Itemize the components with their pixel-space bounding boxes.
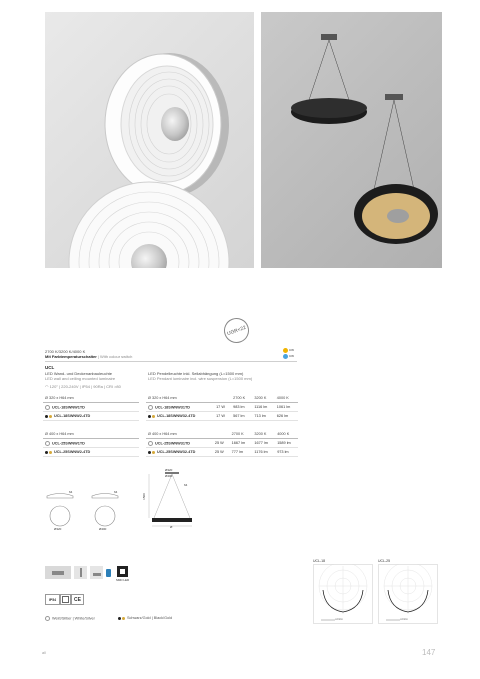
small-left-diameter: Ø320: [54, 527, 62, 531]
light-distribution-ucl25: [378, 559, 438, 625]
table-size: Ø 400 x H64 mm: [146, 430, 213, 439]
table-row: UCL-25SWNW1TD: [43, 439, 139, 448]
small-right-height: 64: [114, 490, 118, 494]
right-product-desc-en: LED Pendant luminaire incl. wire suspension (L=1500 mm): [148, 376, 253, 381]
black-dot: [45, 415, 48, 418]
table-row: UCL-18SWNW2-4TD: [43, 412, 139, 421]
right-product-desc-de: LED Pendelleuchte inkl. Seilabhängung (L=1500 mm): [148, 371, 244, 376]
black-dot: [118, 617, 121, 620]
colour-switch-note: Mit Farbtemperaturschalter | With colour switch: [45, 354, 133, 359]
gold-dot: [49, 415, 52, 418]
table-row: UCL-25SWNW32-4TD 25 W 777 lm 1176 lm 973 lm: [146, 448, 298, 457]
light-distribution-ucl18: [313, 559, 373, 625]
ceiling-mount-icon: [45, 566, 71, 579]
table-row: UCL-18SWNW32-4TD 17 W 567 lm 713 lm 626 lm: [146, 412, 298, 421]
white-silver-dot: [45, 441, 50, 446]
table-row: UCL-25SWNW31TD 25 W 1667 lm 1677 lm 1589 lm: [146, 439, 298, 448]
pendant-bottom-dim: Ø: [170, 525, 173, 529]
pendant-height-dim: 1500: [141, 493, 146, 500]
diagram-title: UCL-18: [313, 559, 326, 563]
left-product-desc-de: LED Wand- und Deckenanbauleuchte: [45, 371, 113, 376]
table-size: Ø 400 x H64 mm: [43, 430, 139, 439]
colour-temperatures: 2700 K/3200 K/4000 K: [45, 349, 86, 354]
page-number: 147: [422, 648, 436, 657]
black-dot: [148, 451, 151, 454]
diagram-title: UCL-25: [378, 559, 391, 563]
small-right-diameter: Ø400: [99, 527, 107, 531]
gold-dot: [49, 451, 52, 454]
left-product-desc-en: LED wall and ceiling mounted luminaire: [45, 376, 116, 381]
legend-black-gold: Schwarz/Gold | Black/Gold: [118, 616, 172, 620]
warm-label: CW: [289, 348, 294, 352]
ugr-badge: UGR<22: [220, 314, 252, 346]
table-size: Ø 320 x H64 mm: [146, 394, 214, 403]
col-3200k: 3200 K: [252, 394, 274, 403]
legend-white-silver: Weiß/Silber | White/Silver: [45, 616, 95, 621]
pendant-luminaire-photo: [261, 12, 442, 268]
pendant-depth-dim: 64: [184, 483, 188, 487]
col-4000k: 4000 K: [275, 394, 298, 403]
wall-luminaire-photo: [45, 12, 254, 268]
black-dot: [45, 451, 48, 454]
smd-led-icon: [115, 566, 130, 586]
white-silver-dot: [45, 405, 50, 410]
col-2700k: 2700 K: [230, 430, 253, 439]
col-3200k: 3200 K: [252, 430, 275, 439]
table-row: UCL-18SWNW1TD: [43, 403, 139, 412]
right-table-2: [146, 430, 298, 457]
pendant-dimension-drawing: [141, 468, 196, 530]
product-name: UCL: [45, 365, 55, 370]
gold-dot: [122, 617, 125, 620]
white-silver-dot: [45, 616, 50, 621]
small-profile-drawing-right: [90, 488, 120, 533]
table-size: Ø 320 x H64 mm: [43, 394, 139, 403]
page-label: all: [42, 651, 46, 655]
gold-dot: [152, 451, 155, 454]
colour-switch-icon: [283, 348, 296, 360]
white-silver-dot: [148, 441, 153, 446]
table-row: UCL-25SWNW2-4TD: [43, 448, 139, 457]
pendant-top-dim: Ø320: [165, 468, 173, 472]
small-profile-drawing-left: [45, 488, 75, 533]
black-dot: [148, 415, 151, 418]
table-row: UCL-18SWNW31TD 17 W 983 lm 1116 lm 1061 lm: [146, 403, 298, 412]
beam-angle-icon: ◠: [45, 384, 49, 389]
diagram-unit: cd/klm: [400, 617, 409, 621]
switch-icon: [104, 566, 112, 579]
col-4000k: 4000 K: [275, 430, 298, 439]
pendant-icon: [90, 566, 103, 579]
col-2700k: 2700 K: [231, 394, 252, 403]
header-divider: [45, 361, 297, 362]
wall-mount-icon: [74, 566, 87, 579]
product-specs: ◠ 120° | 220-240V | IP54 | 90Ra | CRI >80: [45, 384, 121, 389]
gold-dot: [152, 415, 155, 418]
protection-class-icon: [60, 594, 71, 605]
diagram-unit: cd/klm: [335, 617, 344, 621]
right-table-1: [146, 394, 298, 421]
ce-icon: CE: [71, 594, 84, 605]
pendant-top-dim-2: Ø400: [165, 474, 173, 478]
left-table-1: [43, 394, 139, 421]
white-silver-dot: [148, 405, 153, 410]
left-table-2: [43, 430, 139, 457]
cool-label: CW: [289, 354, 294, 358]
ip54-icon: IP54: [45, 594, 60, 605]
small-left-height: 64: [69, 490, 73, 494]
smd-led-label: SMD LED: [115, 578, 130, 582]
